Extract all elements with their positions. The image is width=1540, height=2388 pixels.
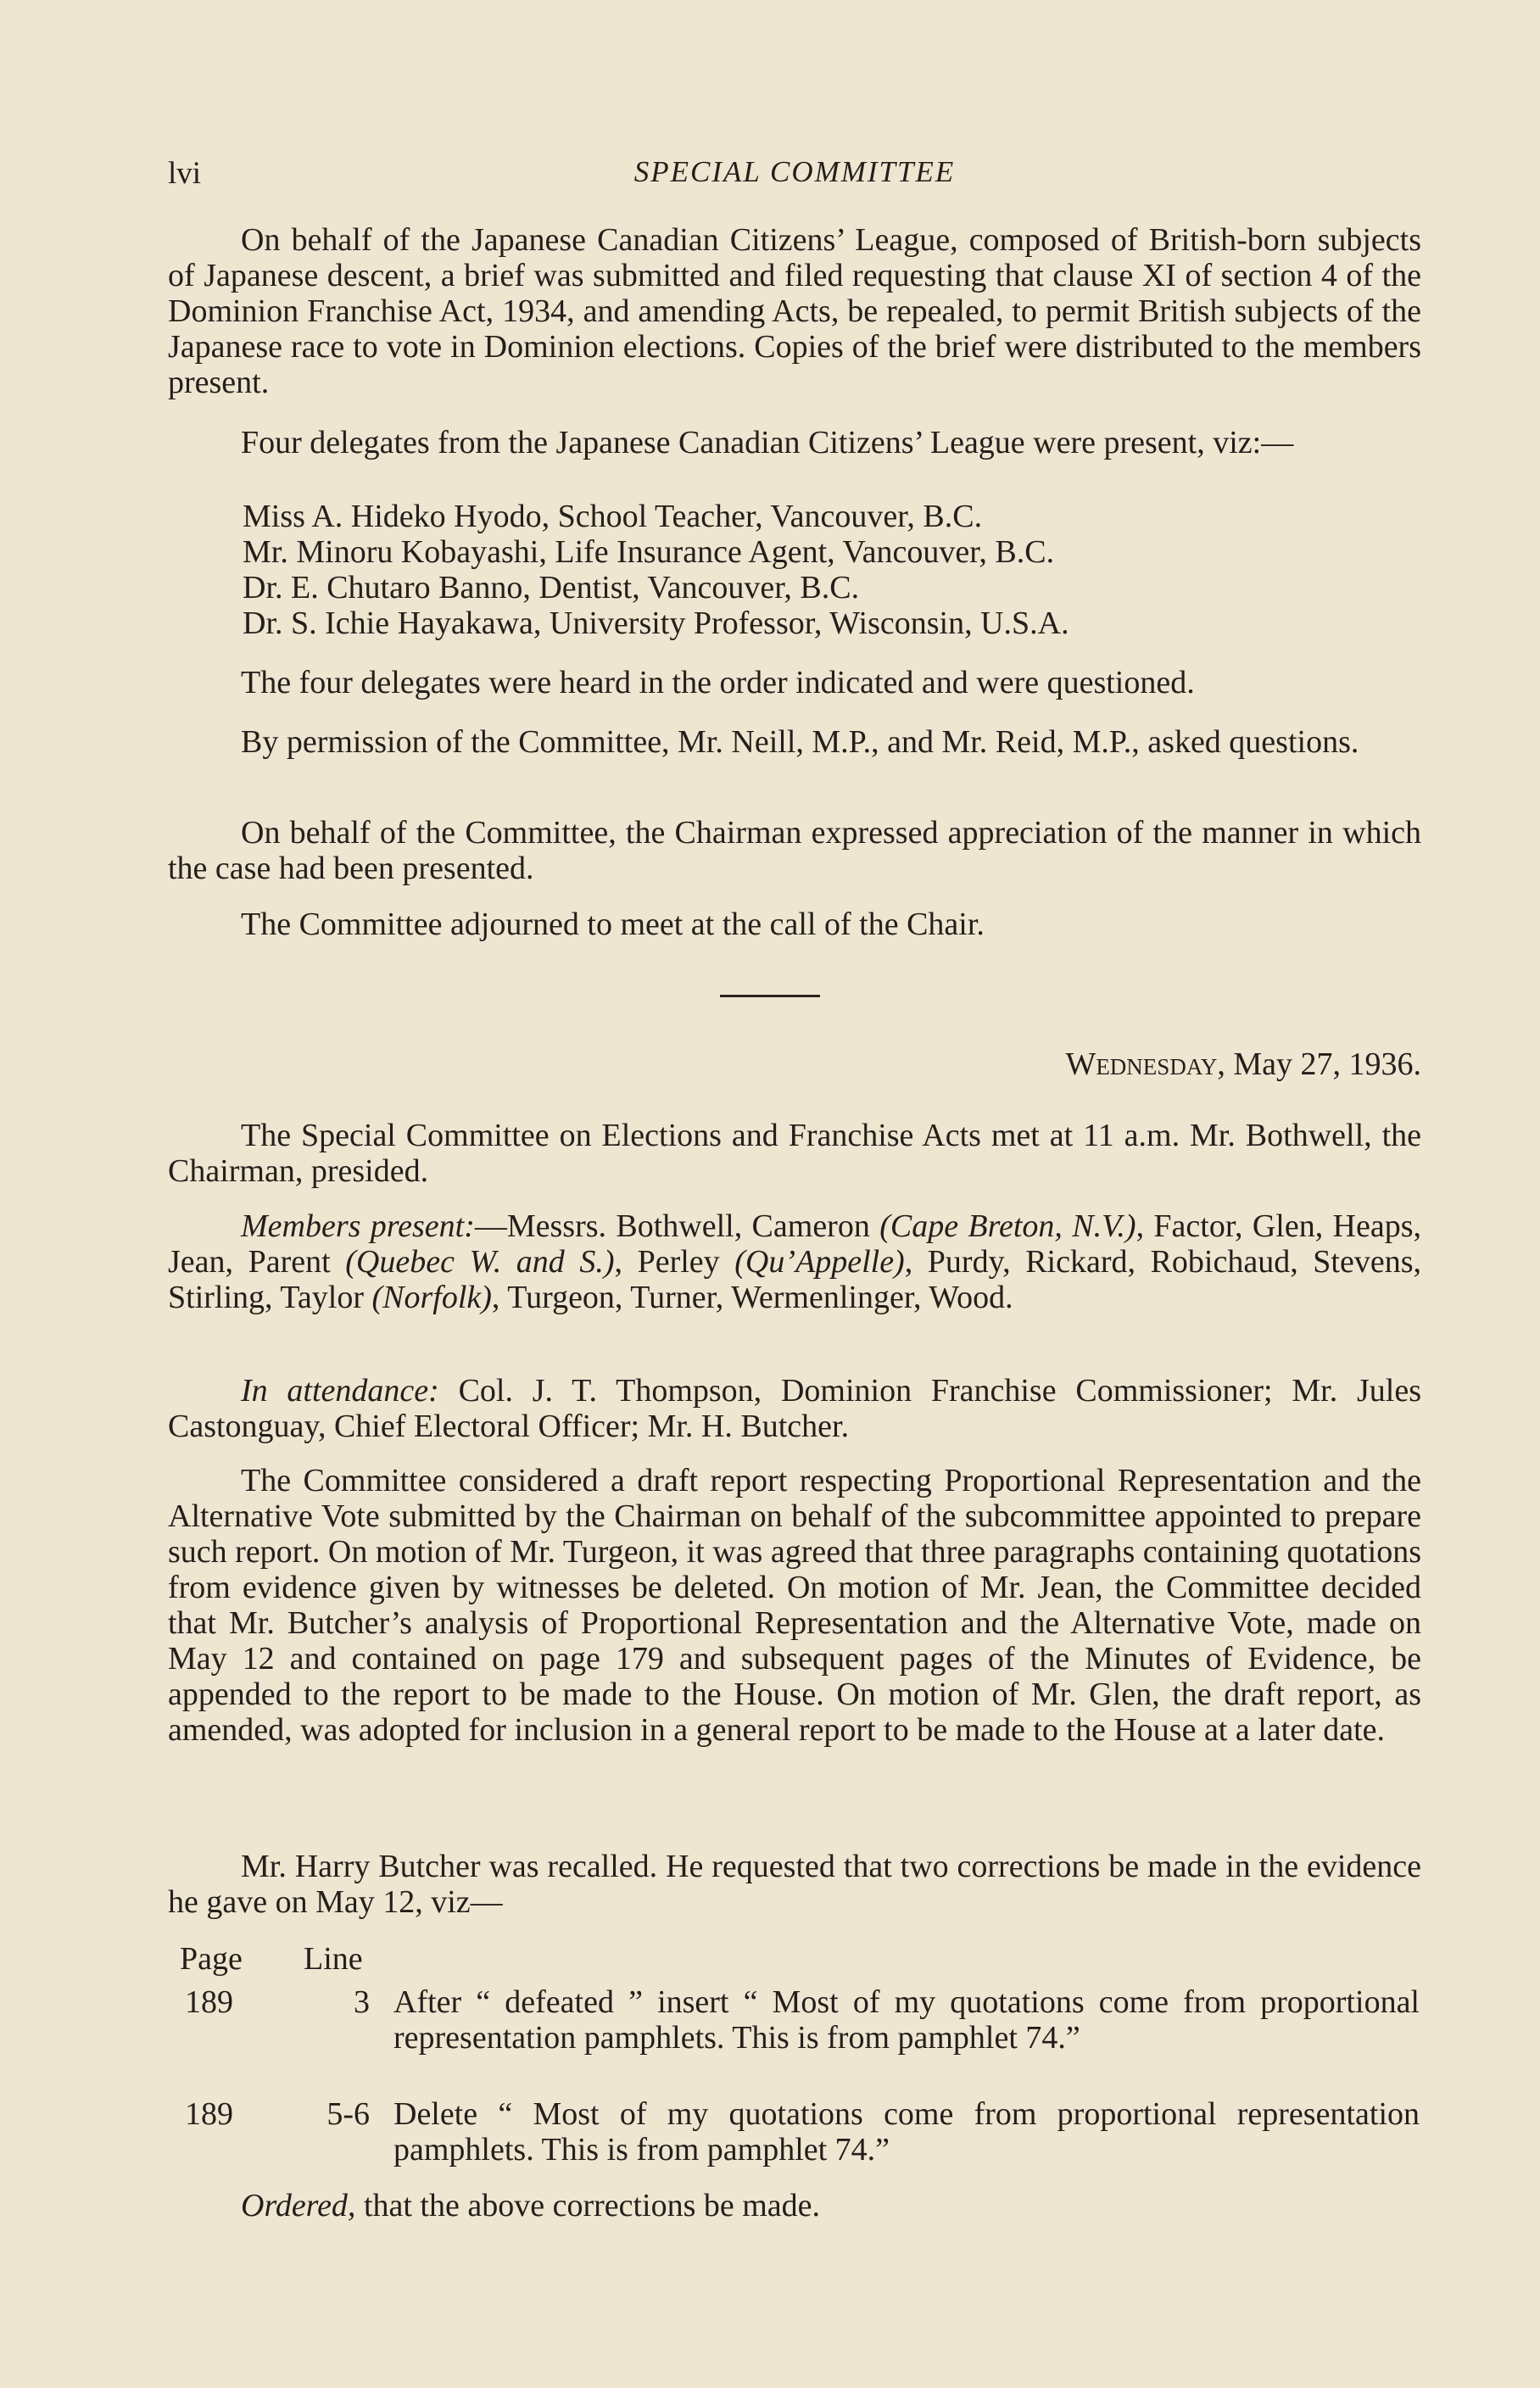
- date-rest: May 27, 1936.: [1225, 1046, 1421, 1082]
- row-line: 3: [354, 1984, 370, 2020]
- page-number: lvi: [168, 156, 202, 191]
- delegate-item: Miss A. Hideko Hyodo, School Teacher, Vancouver, B.C.: [243, 499, 983, 534]
- paragraph-adjourned: The Committee adjourned to meet at the call of the Chair.: [241, 907, 985, 942]
- paragraph-permission: By permission of the Committee, Mr. Neill, M.P., and Mr. Reid, M.P., asked questions.: [241, 724, 1359, 760]
- members-label: Members present:: [241, 1208, 475, 1244]
- attendance-label: In attendance:: [241, 1373, 439, 1409]
- paragraph-attendance: In attendance: Col. J. T. Thompson, Dominion Franchise Commissioner; Mr. Jules Castonguay, Chief Electoral Officer; Mr. H. Butcher.: [168, 1373, 1421, 1444]
- column-header-page: Page: [180, 1941, 243, 1977]
- paragraph-butcher-recalled: Mr. Harry Butcher was recalled. He requested that two corrections be made in the evidence he gave on May 12, viz—: [168, 1849, 1421, 1920]
- paragraph-draft-report: The Committee considered a draft report respecting Proportional Representation and the Alternative Vote submitted by the Chairman on behalf of the subcommittee appointed to prepare such report. On motion of Mr. Turgeon, it was agreed that three paragraphs containing quotations from evidence given by witnesses be deleted. On motion of Mr. Jean, the Committee decided that Mr. Butcher’s analysis of Proportional Representation and the Alternative Vote, made on May 12 and contained on page 179 and subsequent pages of the Minutes of Evidence, be appended to the report to be made to the House. On motion of Mr. Glen, the draft report, as amended, was adopted for inclusion in a general report to be made to the House at a later date.: [168, 1463, 1421, 1748]
- delegate-item: Dr. E. Chutaro Banno, Dentist, Vancouver, B.C.: [243, 570, 860, 605]
- section-divider: [720, 995, 820, 997]
- running-title: SPECIAL COMMITTEE: [633, 155, 956, 188]
- row-text: After “ defeated ” insert “ Most of my quotations come from proportional representation pamphlets. This is from pamphlet 74.”: [393, 1984, 1420, 2056]
- date-heading: [168, 1046, 1421, 1084]
- paragraph-appreciation: On behalf of the Committee, the Chairman expressed appreciation of the manner in which the case had been presented.: [168, 815, 1421, 886]
- paragraph-delegates-intro: Four delegates from the Japanese Canadian Citizens’ League were present, viz:—: [241, 425, 1294, 460]
- delegate-item: Mr. Minoru Kobayashi, Life Insurance Agent, Vancouver, B.C.: [243, 534, 1055, 570]
- delegate-item: Dr. S. Ichie Hayakawa, University Professor, Wisconsin, U.S.A.: [243, 605, 1069, 641]
- row-line: 5-6: [326, 2096, 370, 2132]
- paragraph-brief: On behalf of the Japanese Canadian Citizens’ League, composed of British-born subjects of Japanese descent, a brief was submitted and filed requesting that clause XI of section 4 of the Dominion Franchise Act, 1934, and amending Acts, be repealed, to permit British subjects of the Japanese race to vote in Dominion elections. Copies of the brief were distributed to the members present.: [168, 222, 1421, 400]
- paragraph-members-present: Members present:—Messrs. Bothwell, Cameron (Cape Breton, N.V.), Factor, Glen, Heaps, Jean, Parent (Quebec W. and S.), Perley (Qu’Appelle), Purdy, Rickard, Robichaud, Stevens, Stirling, Taylor (Norfolk), Turgeon, Turner, Wermenlinger, Wood.: [168, 1208, 1421, 1315]
- date-weekday: Wednesday,: [1065, 1046, 1225, 1082]
- row-page: 189: [185, 1984, 233, 2020]
- row-page: 189: [185, 2096, 233, 2132]
- row-text: Delete “ Most of my quotations come from proportional representation pamphlets. This is from pamphlet 74.”: [393, 2096, 1420, 2168]
- column-header-line: Line: [304, 1941, 363, 1977]
- ordered-label: Ordered,: [241, 2188, 356, 2223]
- paragraph-meeting: The Special Committee on Elections and Franchise Acts met at 11 a.m. Mr. Bothwell, the Chairman, presided.: [168, 1118, 1421, 1189]
- paragraph-ordered: Ordered, that the above corrections be made.: [241, 2188, 821, 2223]
- delegate-list: [243, 499, 1069, 641]
- page-header: [168, 155, 1421, 198]
- paragraph-heard: The four delegates were heard in the order indicated and were questioned.: [241, 665, 1195, 700]
